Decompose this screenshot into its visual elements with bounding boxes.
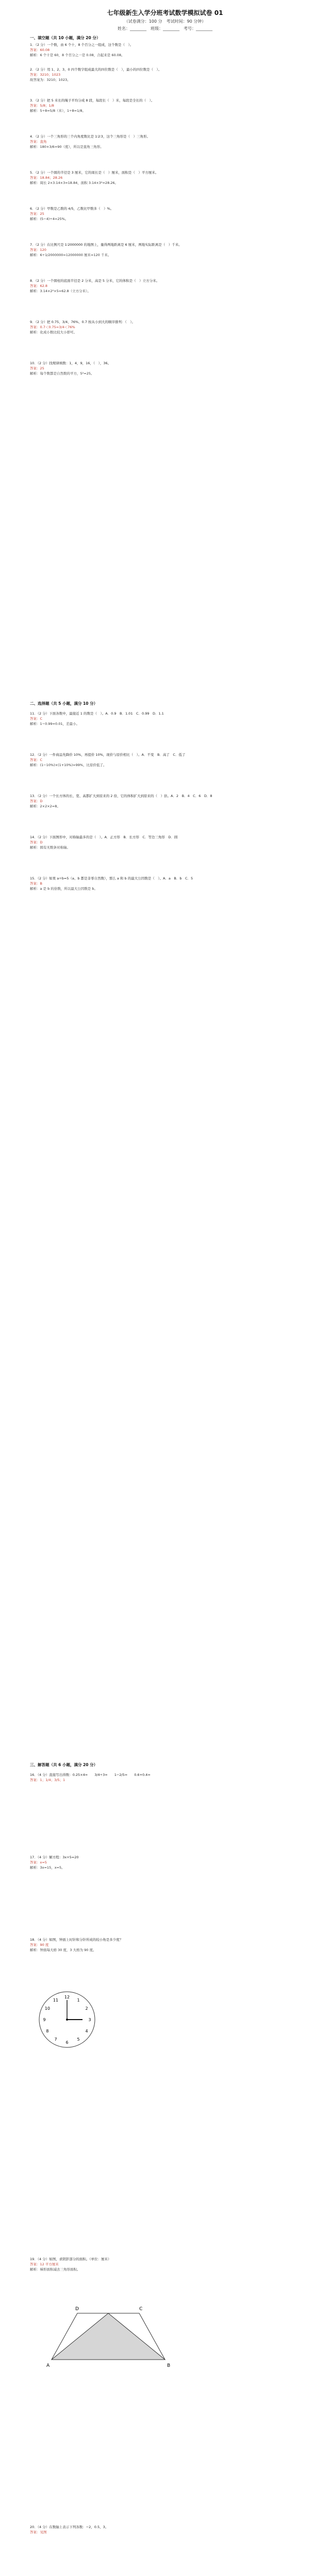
- answer-text: 答案：C: [30, 758, 43, 762]
- analysis-text: 解析：180×3/6=90（度），所以是直角三角形。: [30, 145, 104, 149]
- question-text: 15．（2 分）如果 a÷b=5（a、b 都是非零自然数），那么 a 和 b 的最大公因数是（ ）。A．a B．b C．5: [30, 876, 193, 880]
- answer-text: 答案：62.8: [30, 284, 47, 288]
- clock-number: 5: [77, 2037, 80, 2042]
- answer-text: 答案：18.84；28.26: [30, 176, 63, 180]
- analysis-text: 解析：3.14×2²×5=62.8（立方分米）。: [30, 289, 91, 293]
- analysis-text: 解析：3x=15，x=5。: [30, 1866, 65, 1870]
- analysis-text: 解析：6÷1/2000000=12000000 厘米=120 千米。: [30, 253, 111, 257]
- answer-text: 答案：120: [30, 248, 46, 252]
- clock-number: 6: [65, 2040, 69, 2045]
- analysis-text: 解析：1−0.99=0.01，差最小。: [30, 722, 79, 726]
- analysis-text: 解析：钟面每大格 30 度，3 大格为 90 度。: [30, 1948, 96, 1952]
- answer-text: 答案：90 度: [30, 1943, 49, 1947]
- clock-figure: [36, 1989, 98, 2050]
- answer-text: 答案：C: [30, 717, 43, 721]
- question-text: 14．（2 分）下面图形中，对称轴最多的是（ ）。A．正方形 B．长方形 C．等边三角形 D．圆: [30, 835, 178, 839]
- question-text: 12．（2 分）一件商品先降价 10%，再提价 10%，现价与原价相比（ ）。A．不变 B．高了 C．低了: [30, 753, 186, 757]
- vertex-label: A: [46, 2363, 50, 2368]
- clock-number: 3: [88, 2018, 91, 2022]
- vertex-label: B: [167, 2363, 171, 2368]
- section-heading: 三、解答题（共 6 小题，满分 20 分）: [30, 1762, 98, 1767]
- section-heading: 一、填空题（共 10 小题，满分 20 分）: [30, 36, 101, 40]
- analysis-text: 解析：(5−4)÷4=25%。: [30, 217, 69, 221]
- geometry-figure: [41, 2303, 175, 2370]
- question-item: [30, 876, 298, 891]
- answer-text: 答案：25: [30, 366, 44, 370]
- answer-text: 答案：1；1/4；3/5；1: [30, 1778, 65, 1782]
- question-item: [30, 242, 298, 258]
- question-text: 1．（2 分）一个数，由 6 个十，8 个百分之一组成，这个数是（ ）。: [30, 43, 134, 47]
- exam-meta: （试卷满分：100 分 考试时间：90 分钟）: [124, 19, 206, 24]
- question-text: 10．（2 分）找规律填数：1，4，9，16，（ ），36。: [30, 361, 111, 365]
- analysis-text: 故答案为：3210；1023。: [30, 78, 71, 82]
- answer-text: 答案：D: [30, 799, 43, 803]
- question-text: 8．（2 分）一个圆柱的底面半径是 2 分米，高是 5 分米，它的体积是（ ）立方分米。: [30, 279, 160, 283]
- clock-number: 1: [77, 1997, 80, 2003]
- question-item: [30, 278, 298, 294]
- analysis-text: 解析：圆有无数条对称轴。: [30, 845, 70, 850]
- section-heading: 二、选择题（共 5 小题，满分 10 分）: [30, 701, 98, 706]
- question-item: [30, 752, 298, 768]
- question-item: [30, 793, 298, 809]
- answer-text: 答案：12 平方厘米: [30, 2262, 59, 2266]
- page-title: 七年级新生入学分班考试数学模拟试卷 01: [107, 9, 223, 16]
- analysis-text: 解析：梯形面积减去三角形面积。: [30, 2267, 80, 2272]
- analysis-text: 解析：6 个十是 60，8 个百分之一是 0.08，合起来是 60.08。: [30, 53, 125, 57]
- answer-text: 答案：25: [30, 212, 44, 216]
- question-item: [30, 98, 298, 113]
- analysis-text: 解析：每个数都是自然数的平方，5²=25。: [30, 371, 94, 376]
- answer-text: 答案：60.08: [30, 48, 50, 52]
- clock-number: 9: [43, 2018, 46, 2022]
- answer-text: 答案：直角: [30, 140, 47, 144]
- question-text: 19．（4 分）如图，求阴影部分的面积。（单位：厘米）: [30, 2257, 111, 2261]
- question-text: 7．（2 分）在比例尺是 1∶2000000 的地图上，量得两地距离是 6 厘米，两地实际距离是（ ）千米。: [30, 243, 182, 247]
- answer-text: 答案：5/8；1/8: [30, 104, 54, 108]
- clock-number: 12: [64, 1995, 70, 1999]
- question-text: 17．（4 分）解方程：3x+5=20: [30, 1855, 79, 1859]
- answer-text: 答案：见图: [30, 2530, 47, 2534]
- question-text: 20．（4 分）在数轴上表示下列各数：−2，0.5，3。: [30, 2525, 109, 2529]
- question-item: [30, 67, 298, 82]
- question-item: [30, 1937, 298, 1953]
- question-text: 9．（2 分）把 0.75、3/4、76%、0.7 按从小到大的顺序排列：（ ）。: [30, 320, 135, 324]
- question-item: [30, 2524, 298, 2535]
- answer-text: 答案：3210；1023: [30, 73, 61, 77]
- question-item: [30, 2257, 298, 2272]
- question-text: 4．（2 分）一个三角形的三个内角度数比是 1∶2∶3，这个三角形是（ ）三角形。: [30, 134, 150, 139]
- question-item: [30, 1772, 298, 1783]
- question-item: [30, 134, 298, 149]
- clock-number: 11: [53, 1997, 59, 2003]
- question-text: 13．（2 分）一个长方体的长、宽、高都扩大到原来的 2 倍，它的体积扩大到原来的（ ）倍。A．2 B．4 C．6 D．8: [30, 794, 212, 798]
- question-item: [30, 319, 298, 335]
- clock-number: 7: [54, 2037, 57, 2042]
- question-text: 6．（2 分）甲数是乙数的 4/5，乙数比甲数多（ ）%。: [30, 207, 114, 211]
- clock-number: 4: [85, 2029, 88, 2033]
- answer-text: 答案：x=5: [30, 1860, 47, 1865]
- analysis-text: 解析：(1−10%)×(1+10%)=99%，比原价低了。: [30, 763, 107, 767]
- question-item: [30, 711, 298, 726]
- question-item: [30, 42, 298, 58]
- question-text: 3．（2 分）把 5 米长的绳子平均分成 8 段，每段长（ ）米，每段是全长的（ ）。: [30, 98, 155, 103]
- answer-text: 答案：B: [30, 882, 42, 886]
- analysis-text: 解析：a 是 b 的倍数，所以最大公因数是 b。: [30, 887, 97, 891]
- student-info-line: 姓名：________ 班级：________ 考号：________: [118, 26, 212, 31]
- question-text: 11．（2 分）下面各数中，最接近 1 的数是（ ）。A．0.9 B．1.01 C．0.99 D．1.1: [30, 711, 164, 716]
- question-text: 18．（4 分）如图，钟面上时针和分针所成的较小角是多少度？: [30, 1938, 123, 1942]
- analysis-text: 解析：化成小数比较大小即可。: [30, 330, 77, 334]
- question-text: 16．（4 分）直接写出得数：0.25×4= 3/4÷3= 1−2/5= 0.6+0.4=: [30, 1773, 151, 1777]
- clock-number: 8: [46, 2029, 49, 2033]
- question-item: [30, 170, 298, 185]
- question-text: 5．（2 分）一个圆的半径是 3 厘米，它的周长是（ ）厘米，面积是（ ）平方厘米。: [30, 171, 159, 175]
- analysis-text: 解析：周长 2×3.14×3=18.84，面积 3.14×3²=28.26。: [30, 181, 119, 185]
- answer-text: 答案：D: [30, 840, 43, 844]
- clock-number: 2: [85, 2006, 88, 2011]
- answer-text: 答案：0.7＜0.75=3/4＜76%: [30, 325, 75, 329]
- question-item: [30, 1855, 298, 1870]
- vertex-label: D: [75, 2307, 79, 2312]
- analysis-text: 解析：5÷8=5/8（米），1÷8=1/8。: [30, 109, 86, 113]
- analysis-text: 解析：2×2×2=8。: [30, 804, 60, 808]
- vertex-label: C: [139, 2307, 143, 2312]
- number-line-figure: [41, 2571, 258, 2576]
- question-item: [30, 835, 298, 850]
- question-text: 2．（2 分）用 1、2、3、0 四个数字组成最大的四位数是（ ），最小的四位数是（ ）。: [30, 67, 162, 72]
- question-item: [30, 206, 298, 222]
- clock-number: 10: [44, 2006, 50, 2011]
- question-item: [30, 361, 298, 376]
